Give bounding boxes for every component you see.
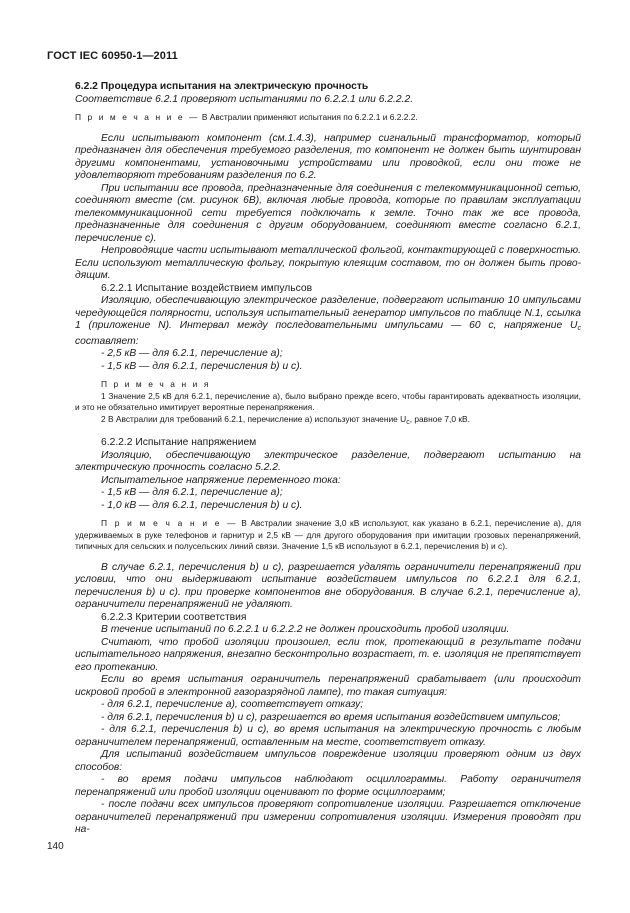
page-content — [75, 81, 581, 837]
paragraph-impulse — [75, 295, 581, 348]
paragraph-component: Если испытывают компонент (см.1.4.3), например сигнальный трансформатор, который предназначен для обеспечения требуемого разделения, то компонент не должен быть шунтирован другими компонентами, установочными устройствами или проводкой, если они тоже не удовлетворяют требованиям разделения по 6.2. — [75, 132, 581, 181]
subsection-heading-6-2-2-3: 6.2.2.3 Критерии соответствия — [101, 611, 247, 623]
paragraph-wires: При испытании все провода, предназначенные для соединения с телекоммуникационной сетью, соединяют вместе (см. рисунок 6B), включая любые провода, которые по правилам эксплуатации телекоммуникационной сети требуется подключать к земле. Точно так же все провода, предназначенные для соединения с другим оборудованием, соединяют вместе согласно 6.2.1, перечисление с). — [75, 182, 581, 244]
paragraph-breakdown-definition: Считают, что пробой изоляции произошел, если ток, протекающий в результате подачи испытательного напряжения, внезапно бесконтрольно возрастает, т. е. изоляция не препятствует его протеканию. — [75, 636, 581, 673]
paragraph-foil: Непроводящие части испытывают металлической фольгой, контактирующей с поверхностью. Если используют металлическую фольгу, покрытую клеящим составом, то он должен быть проводящим. — [75, 245, 581, 281]
list-item: - 1,0 кВ — для 6.2.1, перечисления b) и с). — [101, 499, 303, 511]
note-text: В Австралии применяют испытания по 6.2.2.1 и 6.2.2.2. — [201, 112, 418, 122]
list-item: - во время подачи импульсов наблюдают осциллограммы. Работу ограничителя перенапряжений или пробой изоляции оценивают по форме осциллограмм; — [75, 774, 581, 798]
note-1: 1 Значение 2,5 кВ для 6.2.1, перечисление а), было выбрано прежде всего, чтобы гарантировать адекватность изоляции, и это не обязательно имитирует вероятные перенапряжения. — [75, 390, 581, 412]
note-2-text: 2 В Австралии для требований 6.2.1, перечисление а) используют значение U — [101, 413, 407, 424]
subsection-heading-6-2-2-2: 6.2.2.2 Испытание напряжением — [101, 437, 257, 448]
list-item: - для 6.2.1, перечисления b) и с), разрешается во время испытания воздействием импульсов; — [101, 711, 561, 723]
paragraph-methods: Для испытаний воздействием импульсов повреждение изоляции проверяют одним из двух способов: — [75, 749, 581, 773]
note-label: П р и м е ч а н и е — — [101, 518, 238, 528]
list-item: - 1,5 кВ — для 6.2.1, перечисления b) и с). — [101, 360, 303, 372]
paragraph-arrester-operation: Если во время испытания ограничитель перенапряжений срабатывает (или происходит искровой пробой в электронной газоразрядной лампе), то такая ситуация: — [75, 674, 581, 698]
note-2 — [75, 414, 581, 429]
u-subscript: c — [577, 325, 581, 332]
paragraph-impulse-end: составляет: — [75, 335, 139, 347]
list-item: - 1,5 кВ — для 6.2.1, перечисление а); — [101, 487, 283, 498]
page-number: 140 — [47, 841, 64, 852]
notes-label: П р и м е ч а н и я — [101, 379, 211, 389]
paragraph-impulse-text: Изоляцию, обеспечивающую электрическое разделение, подвергают испытанию 10 импульсами чередующейся полярности, используя испытательный генератор импульсов по таблице N.1, ссылка 1 (приложение N). Интервал между последовательными импульсами — 60 с, напряжение U — [75, 295, 581, 331]
section-intro: Соответствие 6.2.1 проверяют испытаниями по 6.2.2.1 или 6.2.2.2. — [75, 93, 414, 105]
note-label: П р и м е ч а н и е — — [75, 112, 200, 122]
list-item: - для 6.2.1, перечисление а), соответствует отказу; — [101, 699, 364, 710]
note-2-end: , равное 7,0 кВ. — [409, 413, 470, 424]
document-header: ГОСТ IEC 60950-1—2011 — [47, 50, 178, 62]
list-item: - для 6.2.1, перечисления b) и с), во время испытания на электрическую прочность с любым ограничителем перенапряжений, оставленным на месте, соответствует отказу. — [75, 724, 581, 748]
paragraph-surge-arresters: В случае 6.2.1, перечисления b) и с), разрешается удалять ограничители перенапряжений при условии, что они выдерживают испытание воздействием импульсов по 6.2.2.1 для 6.2.1, перечисления b) и с). при проверке компонентов вне оборудования. В случае 6.2.1, перечисление а), ограничители перенапряжений не удаляют. — [75, 561, 581, 610]
note-australia-2 — [75, 518, 581, 553]
paragraph-ac-voltage: Испытательное напряжение переменного тока: — [101, 474, 341, 486]
list-item: - после подачи всех импульсов проверяют сопротивление изоляции. Разрешается отключение ограничителей перенапряжений при измерении сопротивления изоляции. Измерения проводят при на- — [75, 799, 581, 835]
notes-heading — [75, 379, 581, 391]
paragraph-no-breakdown: В течение испытаний по 6.2.2.1 и 6.2.2.2 не должен происходить пробой изоляции. — [101, 624, 510, 635]
note-australia-1 — [75, 112, 581, 124]
paragraph-voltage-test: Изоляцию, обеспечивающую электрическое разделение, подвергают испытанию на электрическую прочность согласно 5.2.2. — [75, 449, 581, 473]
list-item: - 2,5 кВ — для 6.2.1, перечисление а); — [101, 348, 283, 359]
section-heading-6-2-2: 6.2.2 Процедура испытания на электрическую прочность — [75, 81, 369, 92]
note-text: В Австралии значение 3,0 кВ используют, как указано в 6.2.1, перечисление а), для удерживаемых в руке телефонов и гарнитур и 2,5 кВ — для другого оборудования при имитации грозовых перенапряжений, типичных для сельских и полусельских линий связи. Значение 1,5 кВ используют в 6.2.1, перечисления b) и с). — [75, 518, 582, 551]
subsection-heading-6-2-2-1: 6.2.2.1 Испытание воздействием импульсов — [101, 282, 313, 294]
u-subscript: c — [406, 418, 410, 426]
